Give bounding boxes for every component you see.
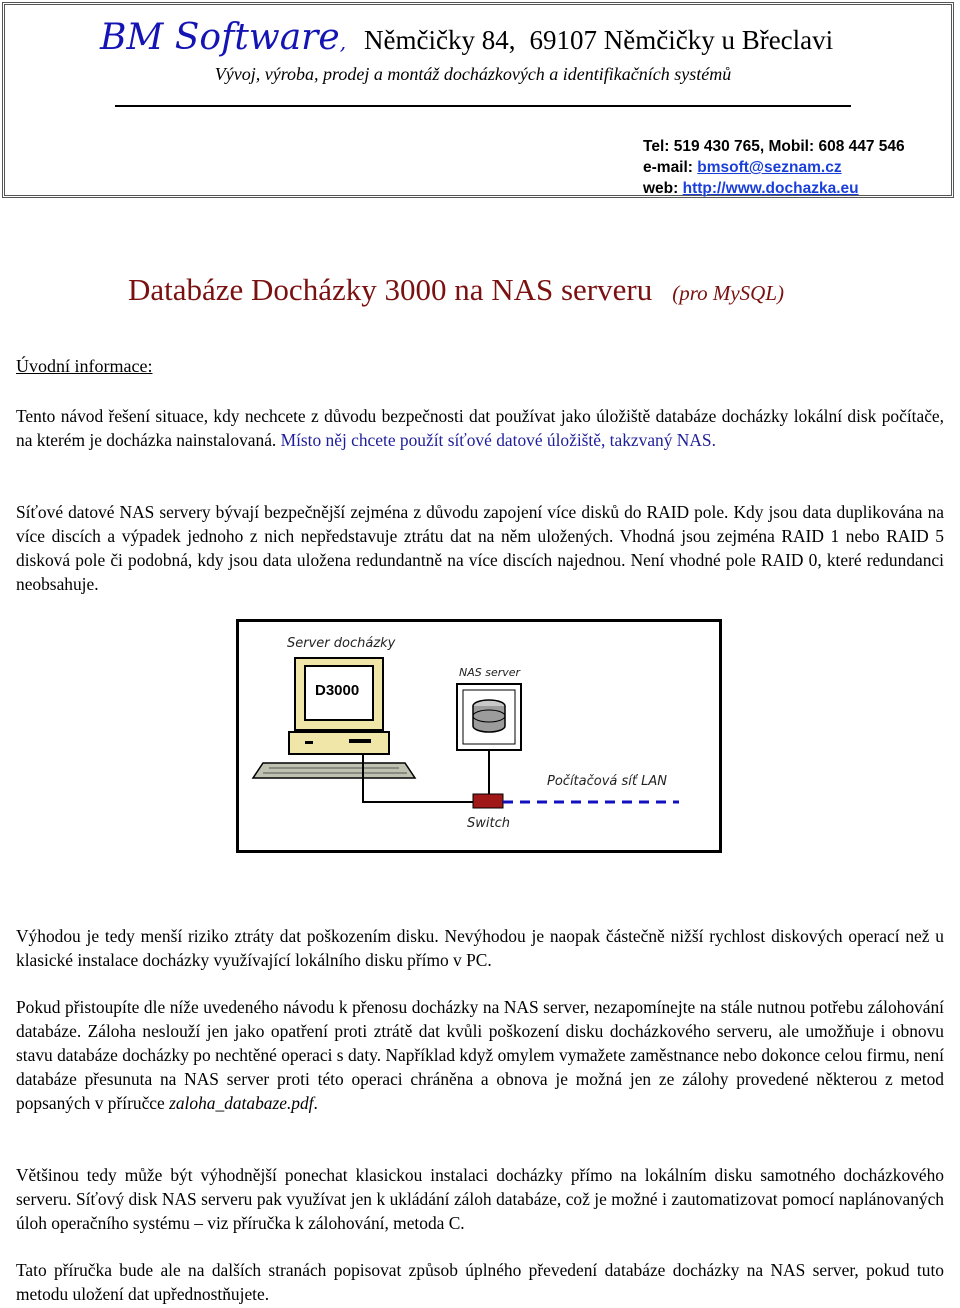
keyboard [253,763,415,778]
document-title: Databáze Docházky 3000 na NAS serveru [128,272,653,307]
company-name-comma: , [339,30,347,54]
network-diagram [236,619,722,853]
nas-label: NAS server [459,666,521,679]
paragraph-advantages: Výhodou je tedy menší riziko ztráty dat poškozením disku. Nevýhodou je naopak částečně nižší rychlost diskových operací než u klasické instalace docházky využívající lokálního disku přímo v PC. [16,926,944,970]
email-label: e-mail: [643,159,698,176]
company-name: BM Software [100,17,340,58]
monitor-text: D3000 [315,682,360,699]
email-line [643,157,905,178]
computer-case [289,732,389,754]
paragraph-raid: Síťové datové NAS servery bývají bezpečnější zejména z důvodu zapojení více disků do RAID pole. Kdy jsou data duplikována na více discích a výpadek jednoho z nich nepředstavuje ztrátu dat na něm uložených. Vhodná jsou zejména RAID 1 nebo RAID 5 disková pole či podobná, kdy jsou data uložena redundantně na více discích najednou. Není vhodné pole RAID 0, které redundanci neobsahuje. [16,502,944,594]
company-town: 69107 Němčičky u Břeclavi [529,25,834,55]
letterhead [2,2,954,198]
web-link[interactable]: http://www.dochazka.eu [682,180,859,197]
company-street: Němčičky 84, [364,25,516,55]
paragraph-recommendation: Většinou tedy může být výhodnější ponechat klasickou instalaci docházky přímo na lokálním disku samotného docházkového serveru. Síťový disk NAS serveru pak využívat jen k ukládání záloh databáze, což je možné i zautomatizovat pomocí naplánovaných úloh operačního systému – viz příručka k zálohování, metoda C. [16,1165,944,1233]
web-label: web: [643,180,683,197]
backup-manual-filename: zaloha_databaze.pdf [169,1093,314,1113]
document-subtitle: (pro MySQL) [672,281,785,305]
paragraph-scope: Tato příručka bude ale na dalších stranách popisovat způsob úplného převedení databáze docházky na NAS server, pokud tuto metodu uložení dat upřednostňujete. [16,1260,944,1304]
lan-label: Počítačová síť LAN [547,774,667,789]
phone-line: Tel: 519 430 765, Mobil: 608 447 546 [643,138,905,155]
document-title-line [128,272,784,308]
drive-slot [349,739,371,743]
company-tagline: Vývoj, výroba, prodej a montáž docházkových a identifikačních systémů [214,64,732,84]
paragraph-intro: Tento návod řešení situace, kdy nechcete z důvodu bezpečnosti dat používat jako úložiště databáze docházky lokální disk počítače, na kterém je docházka nainstalovaná. Místo něj chcete použít síťové datové úložiště, takzvaný NAS. [16,406,944,450]
section-heading: Úvodní informace: [16,356,153,376]
contact-block [643,136,905,199]
server-label: Server docházky [287,636,396,651]
paragraph-backup: Pokud přistoupíte dle níže uvedeného návodu k přenosu docházky na NAS server, nezapomínejte na stále nutnou potřebu zálohování databáze. Záloha neslouží jen jako opatření proti ztrátě dat kvůli poškození disku docházkového serveru, ale umožňuje i obnovu stavu databáze docházky po nechtěné operaci s daty. Například když omylem vymažete zaměstnance nebo dokonce celou firmu, není databáze přesunuta na NAS server proti této operaci chráněna a obnova je možná jen ze zálohy provedené některou z metod popsaných v příručce zaloha_databaze.pdf. [16,997,944,1113]
web-line [643,178,905,199]
brand-line [100,17,833,58]
switch-box [473,794,503,808]
email-link[interactable]: bmsoft@seznam.cz [697,159,842,176]
power-led [305,741,313,744]
switch-label: Switch [467,816,510,831]
header-divider [115,105,851,107]
